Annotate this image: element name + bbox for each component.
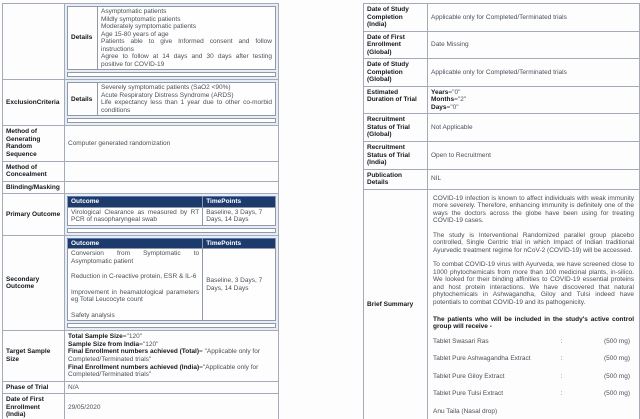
random-sequence-value: Computer generated randomization [65, 126, 279, 161]
outcome-column-header: Outcome [68, 197, 203, 208]
details-label: Details [68, 83, 98, 116]
secondary-timepoints-text: Baseline, 3 Days, 7 Days, 14 Days [203, 249, 276, 321]
final-enrollment-india: Final Enrollment numbers achieved (India)="Applicable only for Completed/Terminated trials" [68, 363, 259, 379]
sample-size-india: Sample Size from India="120" [68, 340, 159, 348]
target-sample-size-label: Target Sample Size [3, 331, 65, 381]
study-completion-global-label: Date of Study Completion (Global) [364, 59, 428, 87]
table-row-exclusion [3, 80, 279, 126]
brief-summary-label: Brief Summary [364, 189, 428, 419]
table-row-random-sequence [3, 126, 279, 161]
duration-years: Years="0" [431, 88, 461, 96]
details-label: Details [68, 7, 98, 70]
table-row-phase [3, 381, 279, 394]
duration-days: Days="0" [431, 103, 459, 111]
secondary-outcome-text: Conversion from Symptomatic to Asymptomatic patient Reduction in C-reactive protein, ESR & IL-6 Improvement in heamatological parameters eg Total Leucocyte count Safety analysis [68, 249, 203, 321]
brief-summary-text [433, 195, 634, 416]
table-row-secondary-outcome [3, 235, 279, 331]
medication-row: Anu Taila (Nasal drop) [433, 407, 498, 415]
table-row-first-enrollment-global [364, 31, 640, 59]
duration-months: Months="2" [431, 96, 467, 104]
phase-value: N/A [65, 381, 279, 394]
exclusion-details-nested-table [67, 82, 276, 116]
concealment-label: Method of Concealment [3, 161, 65, 181]
primary-outcome-nested-table [67, 196, 276, 226]
brief-summary-value [428, 189, 640, 419]
table-row-recruitment-global [364, 114, 640, 142]
inclusion-row-label [3, 4, 65, 80]
first-enrollment-india-value: 29/05/2020 [65, 394, 279, 419]
exclusion-details-text: Severely symptomatic patients (SaO2 <90%) Acute Respiratory Distress Syndrome (ARDS) Life expectancy less than 1 year due to other co-morbid conditions [98, 83, 276, 116]
medication-row: Tablet Pure Tulsi Extract : (500 mg) [433, 390, 630, 398]
study-completion-india-value: Applicable only for Completed/Terminated trials [428, 4, 640, 32]
medication-row: Tablet Swasari Ras : (500 mg) [433, 337, 630, 345]
concealment-value [65, 161, 279, 181]
empty-strip [67, 228, 276, 233]
blinding-label: Blinding/Masking [3, 181, 65, 194]
inclusion-details-nested-table [67, 6, 276, 70]
publication-details-value: NIL [428, 169, 640, 189]
final-enrollment-total: Final Enrollment numbers achieved (Total)= "Applicable only for Completed/Terminated trials" [68, 348, 261, 363]
estimated-duration-value [428, 86, 640, 114]
outcome-column-header: Outcome [68, 238, 203, 249]
recruitment-india-label: Recruitment Status of Trial (India) [364, 141, 428, 169]
table-row-brief-summary [364, 189, 640, 419]
table-row-primary-outcome [3, 194, 279, 236]
estimated-duration-label: Estimated Duration of Trial [364, 86, 428, 114]
summary-paragraph: COVID-19 infection is known to affect individuals with weak immunity more severely. Therefore, enhancing immunity is definitely one of the ways the doctors across the globe have been using for treating COVID-19 cases. [433, 194, 634, 225]
table-row-study-completion-india [364, 4, 640, 32]
primary-outcome-cell [65, 194, 279, 236]
table-row-study-completion-global [364, 59, 640, 87]
inclusion-details-cell [65, 4, 279, 80]
random-sequence-label: Method of Generating Random Sequence [3, 126, 65, 161]
table-row-concealment [3, 161, 279, 181]
exclusion-details-cell [65, 80, 279, 126]
primary-outcome-label: Primary Outcome [3, 194, 65, 236]
recruitment-global-value: Not Applicable [428, 114, 640, 142]
secondary-outcome-nested-table [67, 238, 276, 322]
primary-outcome-text: Virological Clearance as measured by RT PCR of nasopharyngeal swab [68, 207, 203, 225]
primary-timepoints-text: Baseline, 3 Days, 7 Days, 14 Days [203, 207, 276, 225]
table-row-recruitment-india [364, 141, 640, 169]
timepoints-column-header: TimePoints [203, 197, 276, 208]
trial-details-table-left [2, 3, 279, 419]
summary-paragraph: To combat COVID-19 virus with Ayurveda, we have screened close to 1000 phytochemicals from more than 100 medicinal plants, in-silico. We looked for their binding affinities to COVID-19 essential proteins and host protein interactions. We have discovered that natural phytochemicals in Ashwagandha, Giloy and Tulsi indeed have potentials to combat COVID-19 and its pathogenicity. [433, 261, 634, 306]
study-completion-india-label: Date of Study Completion (India) [364, 4, 428, 32]
first-enrollment-global-value: Date Missing [428, 31, 640, 59]
table-row-target-sample-size [3, 331, 279, 381]
medication-row: Tablet Pure Giloy Extract : (500 mg) [433, 372, 630, 380]
blinding-value [65, 181, 279, 194]
publication-details-label: Publication Details [364, 169, 428, 189]
phase-label: Phase of Trial [3, 381, 65, 394]
first-enrollment-global-label: Date of First Enrollment (Global) [364, 31, 428, 59]
summary-bold-line: The patients who will be included in the study's active control group will receive - [433, 315, 634, 331]
timepoints-column-header: TimePoints [203, 238, 276, 249]
summary-paragraph: The study is Interventional Randomized parallel group placebo controlled, Single Centric trial in which Impact of Indian traditional Ayurvedic treatment regime for nCoV-2 (COVID-19) will be accessed. [433, 231, 634, 254]
medication-row: Tablet Pure Ashwagandha Extract : (500 mg) [433, 355, 630, 363]
inclusion-details-text: Asymptomatic patients Mildly symptomatic patients Moderately symptomatic patients Age 15-80 years of age Patients able to give Informed consent and follow instructions Agree to follow at 14 days and 30 days after testing positive for COVID-19 [98, 7, 276, 70]
secondary-outcome-label: Secondary Outcome [3, 235, 65, 331]
recruitment-global-label: Recruitment Status of Trial (Global) [364, 114, 428, 142]
target-sample-size-value [65, 331, 279, 381]
table-row-publication-details [364, 169, 640, 189]
first-enrollment-india-label: Date of First Enrollment (India) [3, 394, 65, 419]
empty-strip [67, 118, 276, 123]
table-row-blinding [3, 181, 279, 194]
table-row-estimated-duration [364, 86, 640, 114]
secondary-outcome-cell [65, 235, 279, 331]
recruitment-india-value: Open to Recruitment [428, 141, 640, 169]
empty-strip [67, 323, 276, 328]
empty-strip [67, 72, 276, 77]
table-row-first-enrollment-india [3, 394, 279, 419]
total-sample-size: Total Sample Size="120" [68, 333, 143, 341]
exclusion-row-label: ExclusionCriteria [3, 80, 65, 126]
study-completion-global-value: Applicable only for Completed/Terminated trials [428, 59, 640, 87]
trial-details-table-right [363, 3, 640, 419]
table-row-inclusion [3, 4, 279, 80]
